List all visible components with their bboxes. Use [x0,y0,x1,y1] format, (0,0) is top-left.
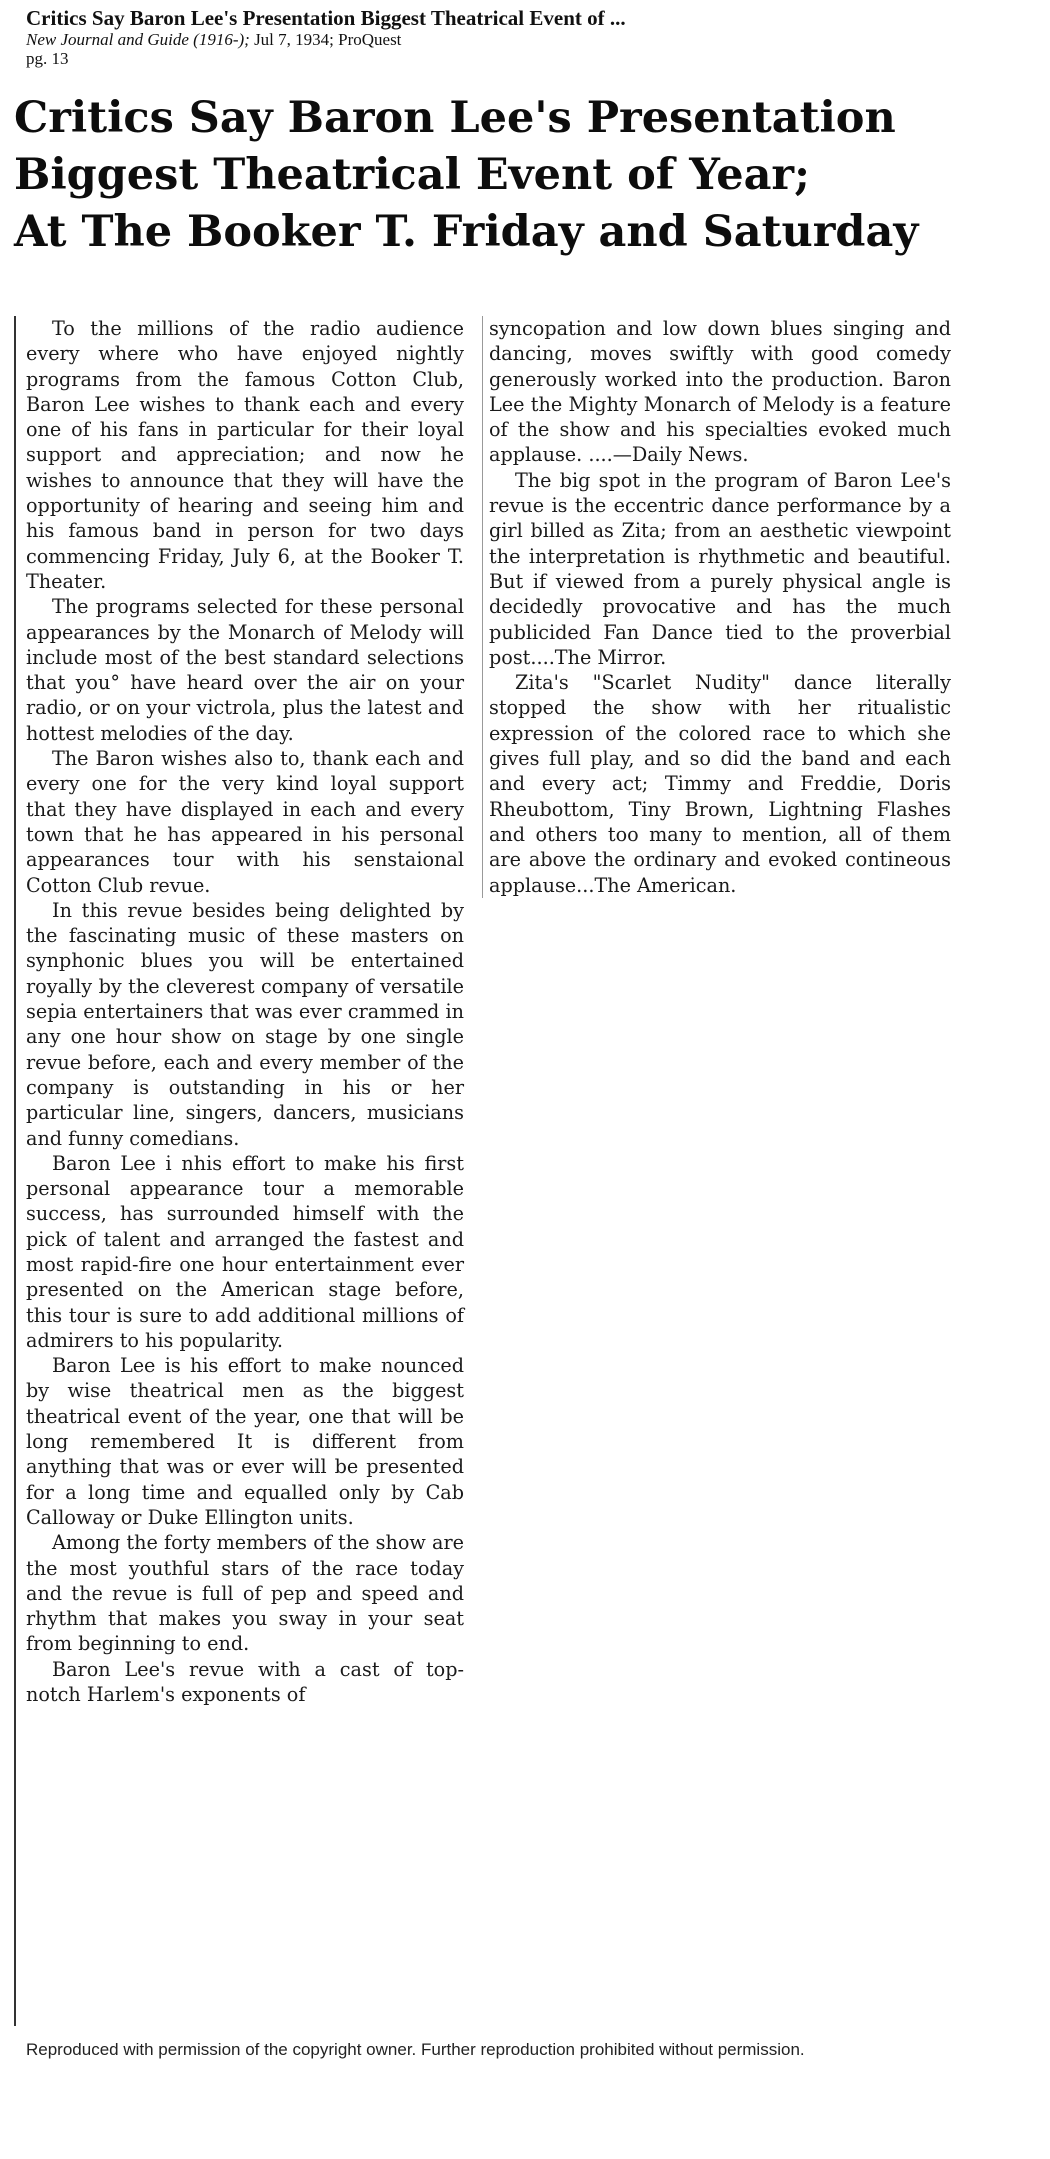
citation-header [26,6,1026,68]
paragraph: Zita's "Scarlet Nudity" dance literally stopped the show with her ritualistic expression of the colored race to which she gives full play, and so did the band and each and every act; Timmy and Freddie, Doris Rheubottom, Tiny Brown, Lightning Flashes and others too many to mention, all of them are above the ordinary and evoked contineous applause...The American. [489,671,951,897]
paragraph: Among the forty members of the show are the most youthful stars of the race today and the revue is full of pep and speed and rhythm that makes you sway in your seat from beginning to end. [26,1531,464,1656]
paragraph: Baron Lee i nhis effort to make his first personal appearance tour a memorable success, has surrounded himself with the pick of talent and arranged the fastest and most rapid-fire one hour entertainment ever presented on the American stage before, this tour is sure to add additional millions of admirers to his popularity. [26,1151,464,1352]
article-headline [14,90,1034,261]
publication-date: Jul 7, 1934; ProQuest [249,30,402,49]
paragraph: syncopation and low down blues singing and dancing, moves swiftly with good comedy generously worked into the production. Baron Lee the Mighty Monarch of Melody is a feature of the show and his specialties evoked much applause. ....—Daily News. [489,317,951,467]
paragraph: To the millions of the radio audience every where who have enjoyed nightly programs from the famous Cotton Club, Baron Lee wishes to thank each and every one of his fans in particular for their loyal support and appreciation; and now he wishes to announce that they will have the opportunity of hearing and seeing him and his famous band in person for two days commencing Friday, July 6, at the Booker T. Theater. [26,317,464,593]
article-column-1 [14,316,464,2026]
paragraph: The programs selected for these personal appearances by the Monarch of Melody will include most of the best standard selections that you° have heard over the air on your radio, or on your victrola, plus the latest and hottest melodies of the day. [26,595,464,745]
paragraph: In this revue besides being delighted by the fascinating music of these masters on synphonic blues you will be entertained royally by the cleverest company of versatile sepia entertainers that was ever crammed in any one hour show on stage by one single revue before, each and every member of the company is outstanding in his or her particular line, singers, dancers, musicians and funny comedians. [26,898,464,1150]
citation-title: Critics Say Baron Lee's Presentation Biggest Theatrical Event of ... [26,6,626,30]
headline-line-1: Critics Say Baron Lee's Presentation [14,93,896,143]
paragraph: Baron Lee's revue with a cast of top-notch Harlem's exponents of [26,1657,464,1707]
paragraph: The big spot in the program of Baron Lee's revue is the eccentric dance performance by a girl billed as Zita; from an aesthetic viewpoint the interpretation is rhythmetic and beautiful. But if viewed from a purely physical angle is decidedly provocative and has the much publicided Fan Dance tied to the proverbial post....The Mirror. [489,468,951,669]
publication-name: New Journal and Guide (1916-); [26,30,250,49]
copyright-notice: Reproduced with permission of the copyright owner. Further reproduction prohibited without permission. [26,2040,805,2059]
headline-line-3: At The Booker T. Friday and Saturday [14,207,919,257]
citation-page: pg. 13 [26,49,69,68]
paragraph: The Baron wishes also to, thank each and every one for the very kind loyal support that they have displayed in each and every town that he has appeared in his personal appearances tour with his senstaional Cotton Club revue. [26,747,464,897]
paragraph: Baron Lee is his effort to make nounced by wise theatrical men as the biggest theatrical event of the year, one that will be long remembered It is different from anything that was or ever will be presented for a long time and equalled only by Cab Calloway or Duke Ellington units. [26,1354,464,1529]
citation-source [26,30,1026,49]
headline-line-2: Biggest Theatrical Event of Year; [14,150,810,200]
article-column-2 [482,316,951,898]
